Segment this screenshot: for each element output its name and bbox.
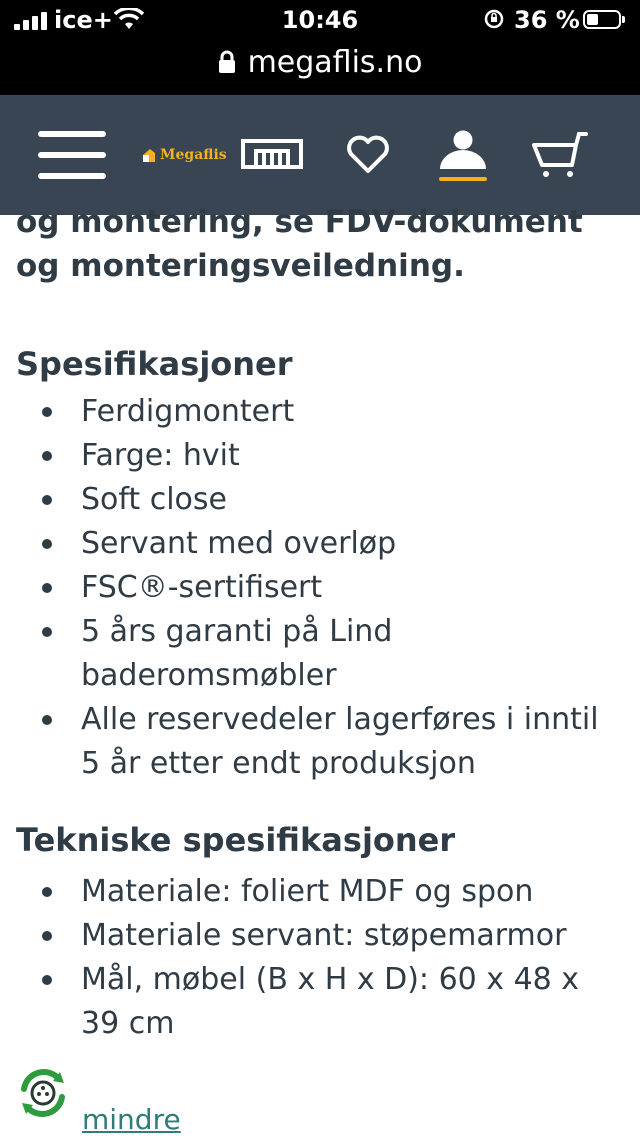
heart-icon[interactable] [344,125,392,185]
battery-percent: 36 % [514,6,580,34]
site-header [0,95,640,215]
battery-icon [583,10,621,29]
list-item: Mål, møbel (B x H x D): 60 x 48 x 39 cm [16,958,626,1046]
store-icon[interactable] [240,125,304,185]
logo-mark-icon [142,147,156,163]
rotation-lock-icon [484,9,504,29]
product-details [16,200,626,1046]
status-time: 10:46 [281,6,359,34]
lock-icon [218,50,236,74]
description-text: og montering, se FDV-dokument og monteringsveiledning. [16,204,583,284]
list-item: Ferdigmontert [16,390,626,434]
list-item: Alle reservedeler lagerføres i inntil 5 år etter endt produksjon [16,698,626,786]
list-item: FSC®-sertifisert [16,566,626,610]
user-icon[interactable] [436,125,490,185]
specs-heading: Spesifikasjoner [16,345,293,383]
list-item: Farge: hvit [16,434,626,478]
cart-icon[interactable] [532,125,588,185]
show-less-link[interactable]: mindre [82,1103,181,1136]
list-item: Materiale servant: støpemarmor [16,914,626,958]
specs-list [16,390,626,786]
address-bar[interactable] [0,42,640,82]
logo-text: Megaflis [160,147,227,163]
list-item: Materiale: foliert MDF og spon [16,870,626,914]
tech-specs-heading: Tekniske spesifikasjoner [16,821,456,859]
menu-icon[interactable] [38,131,106,179]
list-item: 5 års garanti på Lind baderomsmøbler [16,610,431,698]
status-bar [0,0,640,40]
list-item: Soft close [16,478,626,522]
tech-specs-list [16,870,626,1046]
list-item: Servant med overløp [16,522,626,566]
ios-top-bar [0,0,640,95]
carrier-name: ice+ [54,6,113,34]
eco-badge-icon[interactable] [14,1064,72,1122]
site-logo[interactable] [142,143,227,167]
url-text: megaflis.no [247,44,423,80]
